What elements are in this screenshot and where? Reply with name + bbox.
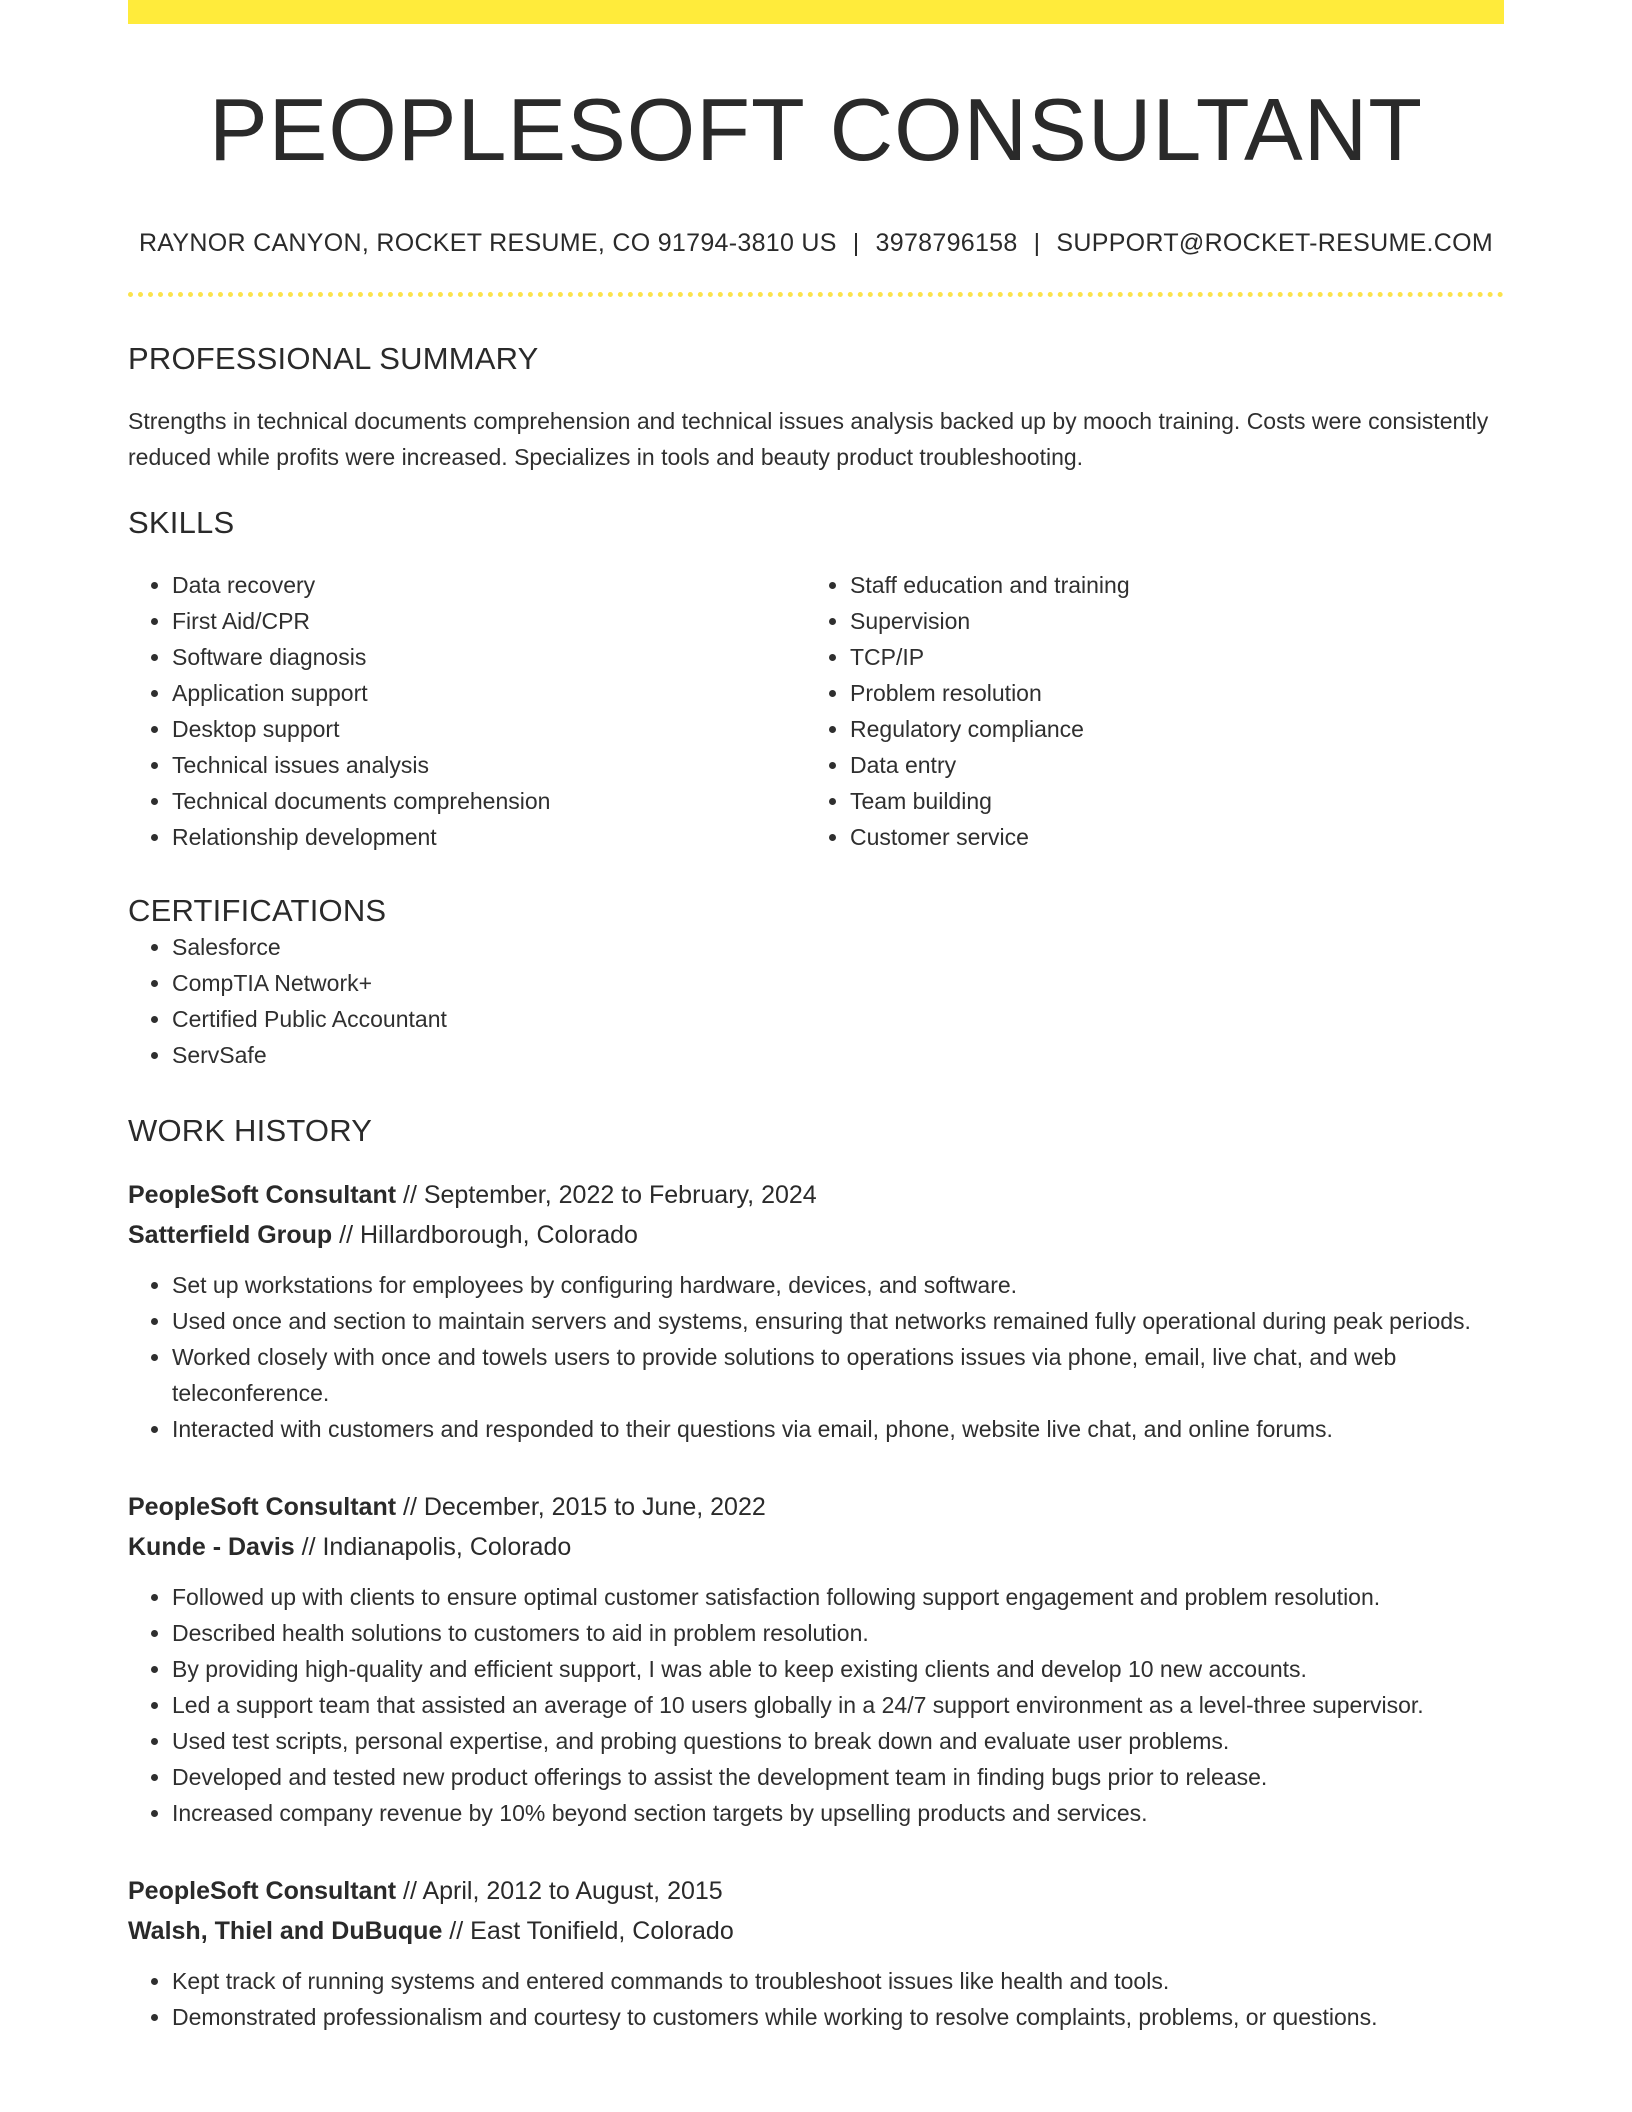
job-bullet: • Increased company revenue by 10% beyond section targets by upselling products and services. (172, 1795, 1504, 1831)
skill-item: • Technical issues analysis (172, 747, 806, 783)
job-dates: // September, 2022 to February, 2024 (396, 1180, 817, 1209)
accent-bar (128, 0, 1504, 24)
skill-item: • Desktop support (172, 711, 806, 747)
skills-grid (128, 567, 1504, 855)
job-bullet: • Demonstrated professionalism and courtesy to customers while working to resolve complaints, problems, or questions. (172, 1999, 1504, 2035)
skill-item: • Data recovery (172, 567, 806, 603)
certification-item: • ServSafe (172, 1037, 1504, 1073)
skill-item: • Problem resolution (850, 675, 1484, 711)
skills-heading: SKILLS (128, 504, 235, 540)
skills-column-right (806, 567, 1484, 855)
job-dates: // April, 2012 to August, 2015 (396, 1876, 723, 1905)
job-company-line (128, 1527, 1504, 1567)
job-title-line (128, 1175, 1504, 1215)
job-bullet: • Led a support team that assisted an average of 10 users globally in a 24/7 support environment as a level-three supervisor. (172, 1687, 1504, 1723)
job-bullets (128, 1963, 1504, 2035)
skills-list-right (806, 567, 1484, 855)
resume-page (128, 0, 1504, 2035)
certifications-heading: CERTIFICATIONS (128, 892, 387, 928)
skill-item: • Application support (172, 675, 806, 711)
contact-email: SUPPORT@ROCKET-RESUME.COM (1056, 228, 1494, 257)
skill-item: • Team building (850, 783, 1484, 819)
work-history-heading: WORK HISTORY (128, 1112, 373, 1148)
job-entry (128, 1175, 1504, 1447)
summary-text: Strengths in technical documents comprehension and technical issues analysis backed up by mooch training. Costs were consistently reduced while profits were increased. Specializes in tools and beauty product troubleshooting. (128, 407, 1489, 470)
job-entry (128, 1871, 1504, 2035)
job-bullet: • Used test scripts, personal expertise, and probing questions to break down and evaluate user problems. (172, 1723, 1504, 1759)
contact-phone: 3978796158 (875, 228, 1018, 257)
job-bullet: • Followed up with clients to ensure optimal customer satisfaction following support engagement and problem resolution. (172, 1579, 1504, 1615)
dotted-divider (128, 292, 1504, 297)
job-title-line (128, 1871, 1504, 1911)
job-company: Walsh, Thiel and DuBuque (128, 1916, 443, 1945)
skill-item: • Customer service (850, 819, 1484, 855)
contact-address: RAYNOR CANYON, ROCKET RESUME, CO 91794-3810 US (138, 228, 837, 257)
skills-list-left (128, 567, 806, 855)
certification-item: • Certified Public Accountant (172, 1001, 1504, 1037)
job-location: // Indianapolis, Colorado (294, 1532, 572, 1561)
skill-item: • Staff education and training (850, 567, 1484, 603)
skill-item: • Regulatory compliance (850, 711, 1484, 747)
job-role: PeopleSoft Consultant (128, 1876, 397, 1905)
job-bullets (128, 1267, 1504, 1447)
job-bullet: • Developed and tested new product offerings to assist the development team in finding bugs prior to release. (172, 1759, 1504, 1795)
job-role: PeopleSoft Consultant (128, 1492, 397, 1521)
job-location: // Hillardborough, Colorado (332, 1220, 638, 1249)
job-entry (128, 1487, 1504, 1831)
skill-item: • First Aid/CPR (172, 603, 806, 639)
job-role: PeopleSoft Consultant (128, 1180, 397, 1209)
job-title-line (128, 1487, 1504, 1527)
skills-column-left (128, 567, 806, 855)
job-bullet: • Interacted with customers and responded to their questions via email, phone, website live chat, and online forums. (172, 1411, 1504, 1447)
skill-item: • Supervision (850, 603, 1484, 639)
job-bullets (128, 1579, 1504, 1831)
job-bullet: • Set up workstations for employees by configuring hardware, devices, and software. (172, 1267, 1504, 1303)
job-company-line (128, 1215, 1504, 1255)
contact-line (128, 229, 1504, 258)
job-company: Satterfield Group (128, 1220, 333, 1249)
resume-name: PEOPLESOFT CONSULTANT (208, 80, 1424, 179)
summary-heading: PROFESSIONAL SUMMARY (128, 340, 539, 376)
certification-item: • CompTIA Network+ (172, 965, 1504, 1001)
skill-item: • Software diagnosis (172, 639, 806, 675)
skill-item: • Data entry (850, 747, 1484, 783)
contact-separator: | (1033, 228, 1041, 257)
skill-item: • Technical documents comprehension (172, 783, 806, 819)
job-company: Kunde - Davis (128, 1532, 295, 1561)
job-bullet: • By providing high-quality and efficient support, I was able to keep existing clients and develop 10 new accounts. (172, 1651, 1504, 1687)
skill-item: • TCP/IP (850, 639, 1484, 675)
job-bullet: • Kept track of running systems and entered commands to troubleshoot issues like health and tools. (172, 1963, 1504, 1999)
job-bullet: • Used once and section to maintain servers and systems, ensuring that networks remained fully operational during peak periods. (172, 1303, 1504, 1339)
certifications-list (128, 929, 1504, 1073)
job-bullet: • Worked closely with once and towels users to provide solutions to operations issues via phone, email, live chat, and web teleconference. (172, 1339, 1504, 1411)
job-dates: // December, 2015 to June, 2022 (396, 1492, 766, 1521)
job-location: // East Tonifield, Colorado (442, 1916, 734, 1945)
job-company-line (128, 1911, 1504, 1951)
contact-separator: | (852, 228, 860, 257)
skill-item: • Relationship development (172, 819, 806, 855)
job-bullet: • Described health solutions to customers to aid in problem resolution. (172, 1615, 1504, 1651)
certification-item: • Salesforce (172, 929, 1504, 965)
